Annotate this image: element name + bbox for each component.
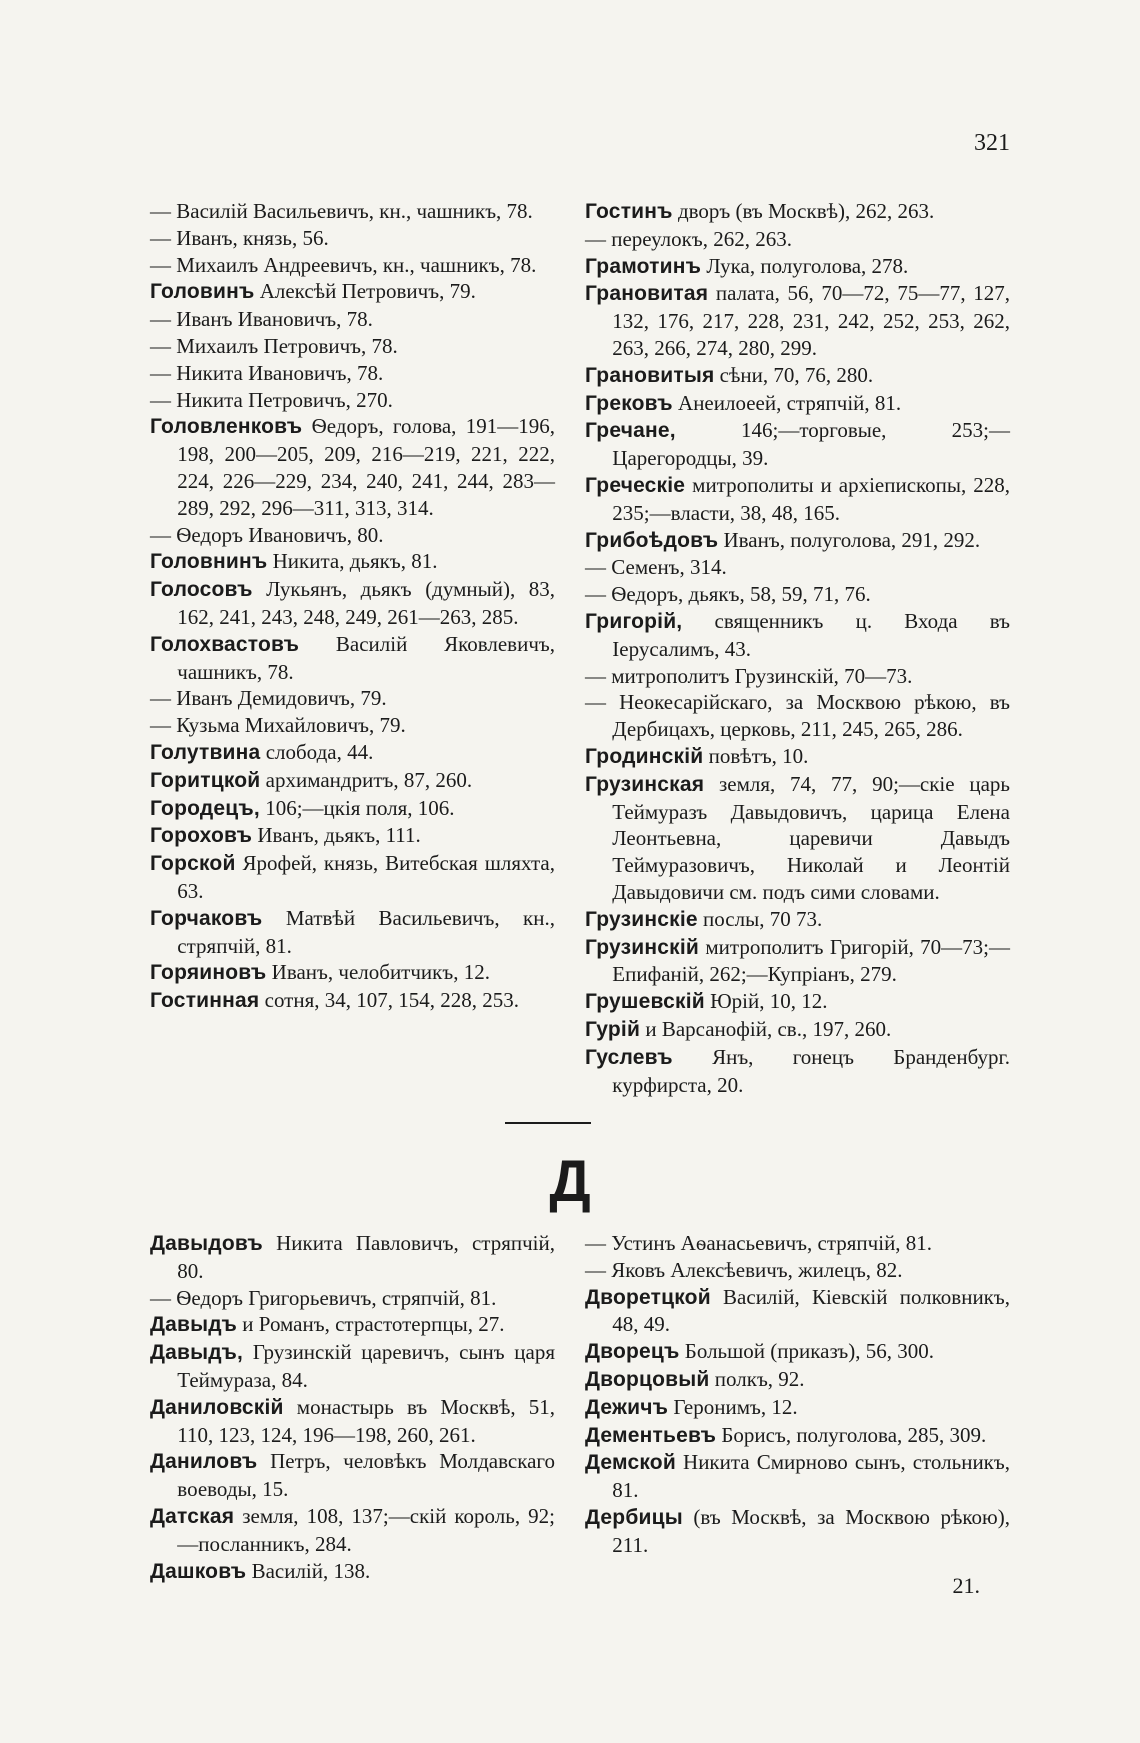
- index-entry: [585, 362, 1010, 390]
- entry-headword: Дежичъ: [585, 1395, 669, 1419]
- entry-text: Анеилоеей, стряпчій, 81.: [672, 390, 902, 415]
- index-entry: [150, 987, 555, 1015]
- entry-headword: Гостинъ: [585, 200, 673, 223]
- entry-headword: Гороховъ: [150, 824, 253, 848]
- index-entry: [150, 1230, 555, 1285]
- entry-text: 106;—цкія поля, 106.: [259, 795, 455, 820]
- entry-text: Матвѣй Васильевичъ, кн., стряпчій, 81.: [177, 905, 555, 958]
- entry-text: Ѳедоръ, голова, 191—196, 198, 200—205, 209, 216—219, 221, 222, 224, 226—229, 234, 240, 241, 244, 283—289, 292, 296—311, 313, 314.: [177, 414, 555, 520]
- signature-mark: 21.: [952, 1573, 980, 1598]
- index-entry: [585, 1366, 1010, 1394]
- index-entry: [585, 390, 1010, 418]
- entry-text: Петръ, человѣкъ Молдавскаго воеводы, 15.: [177, 1449, 555, 1502]
- entry-text: Борисъ, полуголова, 285, 309.: [716, 1422, 987, 1447]
- index-entry: [585, 527, 1010, 555]
- entry-text: и Романъ, страстотерпцы, 27.: [237, 1312, 505, 1337]
- entry-headword: Горитцкой: [150, 768, 261, 792]
- index-subentry: — Иванъ Демидовичъ, 79.: [150, 686, 387, 711]
- index-subentry: — Устинъ Аѳанасьевичъ, стряпчій, 81.: [585, 1231, 933, 1255]
- entry-text: архимандритъ, 87, 260.: [260, 767, 473, 792]
- entry-headword: Давыдъ,: [150, 1341, 244, 1365]
- entry-text: Василій, Кіевскій полковникъ, 48, 49.: [612, 1284, 1010, 1337]
- index-column-bottom-left: [150, 1230, 555, 1585]
- entry-headword: Грушевскій: [585, 990, 705, 1014]
- index-subentry: — Михаилъ Петровичъ, 78.: [150, 333, 398, 358]
- index-entry: [585, 771, 1010, 906]
- entry-headword: Грановитая: [585, 282, 709, 306]
- entry-text: Грузинскій царевичъ, сынъ царя Теймураза, 84.: [177, 1340, 555, 1392]
- entry-headword: Давыдовъ: [150, 1232, 263, 1255]
- index-entry: [585, 934, 1010, 989]
- entry-text: слобода, 44.: [260, 739, 374, 764]
- index-entry: [150, 1311, 555, 1339]
- index-entry: [150, 767, 555, 795]
- entry-headword: Даниловъ: [150, 1450, 258, 1474]
- entry-headword: Дашковъ: [150, 1559, 247, 1583]
- entry-headword: Гурій: [585, 1017, 641, 1041]
- index-entry: [585, 1422, 1010, 1450]
- entry-headword: Голутвина: [150, 740, 261, 764]
- index-entry: [150, 959, 555, 987]
- entry-text: земля, 108, 137;—скій король, 92;—посланникъ, 284.: [177, 1503, 555, 1556]
- entry-text: священникъ ц. Входа въ Іерусалимъ, 43.: [612, 608, 1010, 661]
- entry-text: палата, 56, 70—72, 75—77, 127, 132, 176, 217, 228, 231, 242, 252, 253, 262, 263, 266, 274, 280, 299.: [612, 281, 1010, 360]
- entry-text: Юрій, 10, 12.: [704, 989, 828, 1014]
- entry-headword: Горчаковъ: [150, 906, 263, 930]
- entry-text: сотня, 34, 107, 154, 228, 253.: [259, 988, 520, 1013]
- entry-headword: Греческіе: [585, 473, 686, 497]
- entry-text: Иванъ, челобитчикъ, 12.: [266, 960, 490, 985]
- index-entry: [150, 631, 555, 686]
- entry-text: полкъ, 92.: [709, 1366, 805, 1391]
- entry-headword: Дербицы: [585, 1505, 683, 1529]
- index-entry: [150, 1503, 555, 1558]
- index-subentry: — Семенъ, 314.: [585, 555, 727, 580]
- index-subentry: — Кузьма Михайловичъ, 79.: [150, 713, 406, 738]
- entry-headword: Дворетцкой: [585, 1285, 711, 1309]
- section-letter: Д: [549, 1149, 591, 1214]
- index-column-bottom-right: [585, 1230, 1010, 1559]
- entry-text: Алексѣй Петровичъ, 79.: [254, 279, 476, 304]
- index-subentry: — Никита Петровичъ, 270.: [150, 387, 393, 412]
- index-entry: [150, 1394, 555, 1449]
- index-entry: [585, 253, 1010, 281]
- index-entry: [150, 795, 555, 823]
- entry-text: Большой (приказъ), 56, 300.: [679, 1339, 935, 1364]
- entry-headword: Гуслевъ: [585, 1045, 673, 1069]
- entry-headword: Голосовъ: [150, 578, 253, 602]
- index-entry: [150, 739, 555, 767]
- section-divider: [505, 1122, 591, 1124]
- entry-headword: Голохвастовъ: [150, 632, 300, 656]
- index-entry: [585, 988, 1010, 1016]
- index-subentry: — Никита Ивановичъ, 78.: [150, 360, 384, 385]
- entry-headword: Головнинъ: [150, 550, 268, 574]
- index-entry: [585, 1394, 1010, 1422]
- index-subentry: — Иванъ Ивановичъ, 78.: [150, 307, 373, 332]
- index-subentry: — Михаилъ Андреевичъ, кн., чашникъ, 78.: [150, 252, 537, 277]
- page-number: 321: [974, 130, 1010, 156]
- index-column-top-left: [150, 198, 555, 1015]
- entry-text: митрополиты и архіепископы, 228, 235;—власти, 38, 48, 165.: [612, 472, 1010, 525]
- entry-headword: Дементьевъ: [585, 1423, 717, 1447]
- entry-headword: Давыдъ: [150, 1313, 238, 1337]
- entry-text: Василій Яковлевичъ, чашникъ, 78.: [177, 631, 555, 684]
- index-entry: [585, 417, 1010, 472]
- entry-headword: Дворецъ: [585, 1340, 680, 1364]
- entry-text: Янъ, гонецъ Бранденбург. курфирста, 20.: [612, 1044, 1010, 1097]
- entry-headword: Грузинская: [585, 772, 705, 796]
- index-entry: [585, 1338, 1010, 1366]
- index-entry: [585, 280, 1010, 361]
- index-subentry: — Василій Васильевичъ, кн., чашникъ, 78.: [150, 199, 533, 223]
- index-entry: [585, 1016, 1010, 1044]
- entry-headword: Гостинная: [150, 989, 260, 1013]
- index-entry: [585, 1284, 1010, 1339]
- entry-text: послы, 70 73.: [697, 906, 823, 931]
- entry-text: дворъ (въ Москвѣ), 262, 263.: [672, 199, 935, 223]
- index-entry: [585, 743, 1010, 771]
- entry-text: сѣни, 70, 76, 280.: [714, 362, 874, 387]
- entry-text: Лукьянъ, дьякъ (думный), 83, 162, 241, 243, 248, 249, 261—263, 285.: [177, 577, 555, 629]
- entry-text: Никита Павловичъ, стряпчій, 80.: [177, 1231, 555, 1283]
- index-entry: [150, 1448, 555, 1503]
- entry-headword: Головленковъ: [150, 415, 303, 439]
- entry-headword: Дворцовый: [585, 1367, 710, 1391]
- index-entry: [585, 198, 1010, 226]
- entry-headword: Демской: [585, 1451, 676, 1475]
- entry-headword: Горской: [150, 852, 236, 876]
- entry-text: Ярофей, князь, Витебская шляхта, 63.: [177, 851, 555, 903]
- index-subentry: — Ѳедоръ Григорьевичъ, стряпчій, 81.: [150, 1285, 497, 1310]
- entry-text: земля, 74, 77, 90;—скіе царь Теймуразъ Давыдовичъ, царица Елена Леонтьевна, царевичи Давыдъ Теймуразовичъ, Николай и Леонтій Давыдовичи см. подъ сими словами.: [612, 771, 1010, 904]
- index-entry: [150, 548, 555, 576]
- entry-text: Василій, 138.: [246, 1558, 371, 1583]
- index-subentry: — митрополитъ Грузинскій, 70—73.: [585, 663, 913, 688]
- index-entry: [585, 1044, 1010, 1099]
- entry-headword: Гречане,: [585, 419, 676, 443]
- entry-text: 146;—торговые, 253;—Царегородцы, 39.: [612, 418, 1010, 471]
- entry-text: Никита, дьякъ, 81.: [267, 549, 438, 574]
- entry-headword: Головинъ: [150, 280, 255, 304]
- index-entry: [150, 278, 555, 306]
- entry-headword: Грановитыя: [585, 363, 715, 387]
- entry-text: повѣтъ, 10.: [703, 743, 809, 768]
- index-entry: [150, 576, 555, 631]
- entry-headword: Грибоѣдовъ: [585, 528, 719, 552]
- index-column-top-right: [585, 198, 1010, 1098]
- entry-text: (въ Москвѣ, за Москвою рѣкою), 211.: [612, 1504, 1010, 1557]
- index-entry: [585, 1504, 1010, 1559]
- entry-headword: Грузинскіе: [585, 907, 698, 931]
- entry-headword: Датская: [150, 1504, 235, 1528]
- entry-headword: Грамотинъ: [585, 254, 702, 278]
- entry-text: и Варсанофій, св., 197, 260.: [640, 1016, 892, 1041]
- index-subentry: — Неокесарійскаго, за Москвою рѣкою, въ Дербицахъ, церковь, 211, 245, 265, 286.: [585, 690, 1010, 742]
- entry-headword: Гродинскій: [585, 744, 704, 768]
- entry-headword: Грековъ: [585, 391, 673, 415]
- index-entry: [585, 608, 1010, 663]
- index-entry: [150, 1558, 555, 1586]
- index-entry: [585, 472, 1010, 527]
- index-entry: [150, 905, 555, 960]
- index-entry: [150, 822, 555, 850]
- entry-headword: Даниловскій: [150, 1395, 284, 1419]
- index-entry: [585, 1449, 1010, 1504]
- entry-headword: Григорій,: [585, 609, 683, 633]
- index-entry: [150, 850, 555, 905]
- entry-text: Геронимъ, 12.: [668, 1394, 798, 1419]
- index-entry: [150, 1339, 555, 1394]
- entry-text: Иванъ, полуголова, 291, 292.: [718, 527, 981, 552]
- index-subentry: — Ѳедоръ, дьякъ, 58, 59, 71, 76.: [585, 582, 871, 607]
- index-entry: [585, 906, 1010, 934]
- index-subentry: — Яковъ Алексѣевичъ, жилецъ, 82.: [585, 1257, 903, 1282]
- entry-headword: Городецъ,: [150, 796, 260, 820]
- entry-text: Лука, полуголова, 278.: [701, 253, 909, 278]
- index-entry: [150, 413, 555, 521]
- index-subentry: — Иванъ, князь, 56.: [150, 225, 329, 250]
- entry-headword: Горяиновъ: [150, 961, 267, 985]
- entry-text: митрополитъ Григорій, 70—73;—Епифаній, 262;—Купріанъ, 279.: [612, 934, 1010, 987]
- entry-text: Иванъ, дьякъ, 111.: [252, 823, 421, 848]
- entry-text: монастырь въ Москвѣ, 51, 110, 123, 124, 196—198, 260, 261.: [177, 1394, 555, 1447]
- index-subentry: — переулокъ, 262, 263.: [585, 226, 792, 251]
- index-subentry: — Ѳедоръ Ивановичъ, 80.: [150, 522, 384, 547]
- entry-headword: Грузинскій: [585, 935, 700, 959]
- entry-text: Никита Смирново сынъ, стольникъ, 81.: [612, 1450, 1010, 1503]
